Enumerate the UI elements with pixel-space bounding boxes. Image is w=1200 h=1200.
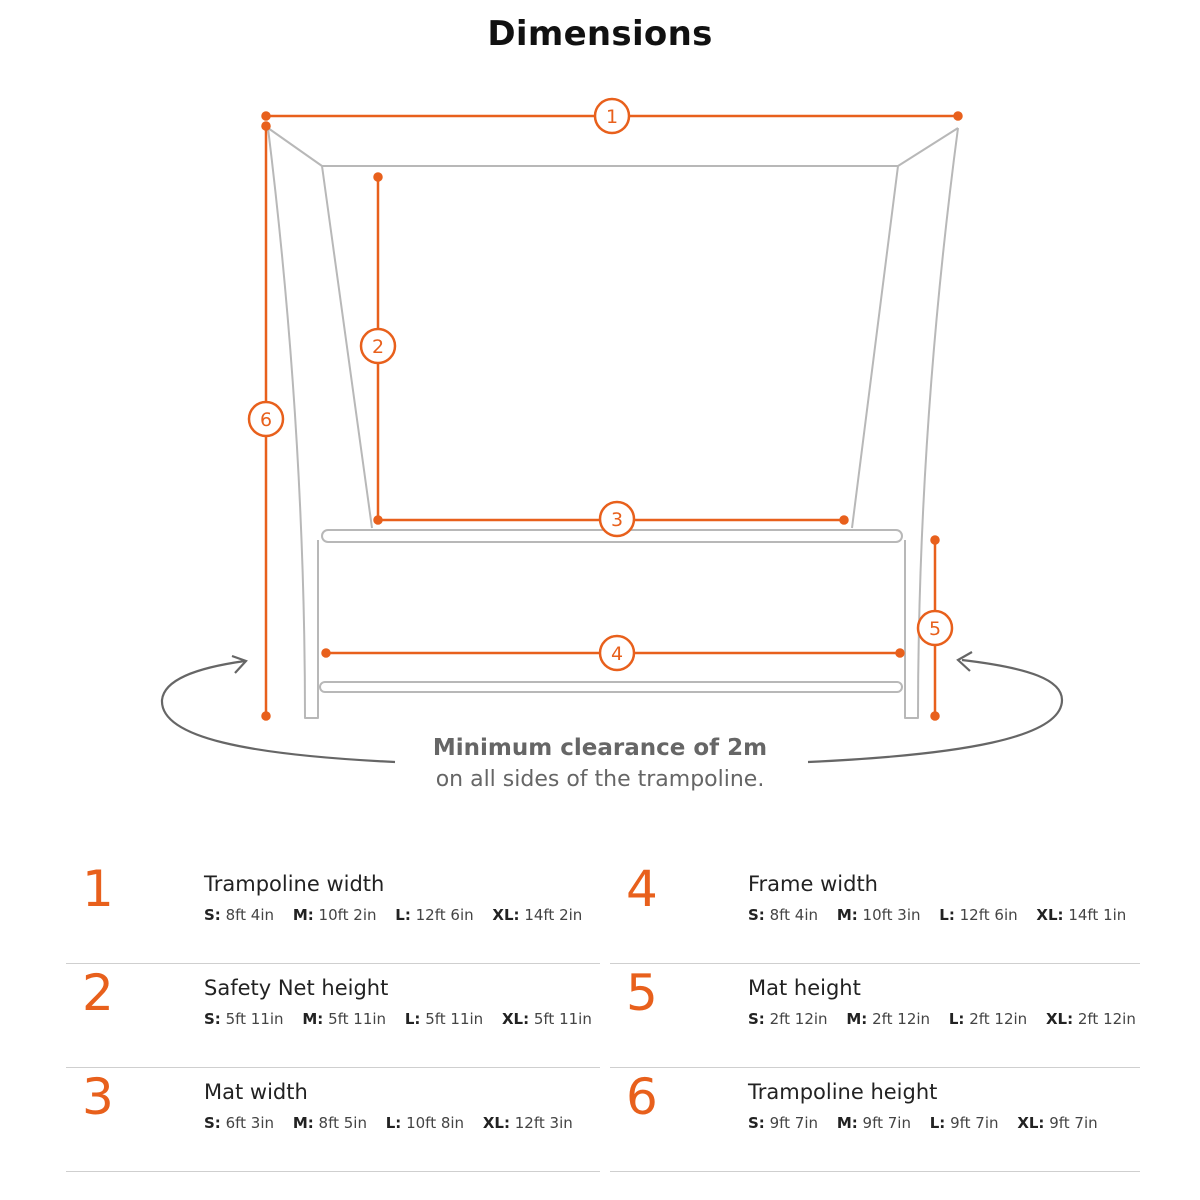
spec-number: 4 <box>626 860 658 918</box>
spec-sizes: S: 2ft 12in M: 2ft 12in L: 2ft 12in XL: 2ft 12in <box>748 1010 1136 1028</box>
enclosure-net-right-side <box>852 128 958 528</box>
callout-badges <box>249 99 952 670</box>
enclosure-net-left-side <box>268 128 372 528</box>
svg-text:6: 6 <box>259 409 273 431</box>
spec-number: 2 <box>82 964 114 1022</box>
spec-item-1 <box>66 860 600 964</box>
svg-text:3: 3 <box>610 509 624 531</box>
callout-badge-4 <box>600 636 634 670</box>
spec-name: Safety Net height <box>204 976 389 1000</box>
spec-sizes: S: 5ft 11in M: 5ft 11in L: 5ft 11in XL: 5ft 11in <box>204 1010 592 1028</box>
dimension-lines <box>263 113 962 720</box>
spec-name: Mat width <box>204 1080 308 1104</box>
spec-sizes: S: 8ft 4in M: 10ft 3in L: 12ft 6in XL: 14ft 1in <box>748 906 1127 924</box>
frame-bottom-rail <box>320 682 902 692</box>
callout-badge-2 <box>361 329 395 363</box>
spec-item-5 <box>610 964 1140 1068</box>
spec-item-2 <box>66 964 600 1068</box>
clearance-note-heading: Minimum clearance of 2m <box>432 735 768 761</box>
row-divider <box>66 1171 600 1172</box>
callout-badge-5 <box>918 611 952 645</box>
spec-name: Frame width <box>748 872 878 896</box>
callout-badge-1 <box>595 99 629 133</box>
spec-item-4 <box>610 860 1140 964</box>
trampoline-outline <box>268 128 958 718</box>
spec-item-6 <box>610 1068 1140 1172</box>
svg-text:5: 5 <box>928 618 942 640</box>
spec-number: 5 <box>626 964 658 1022</box>
spec-sizes: S: 6ft 3in M: 8ft 5in L: 10ft 8in XL: 12ft 3in <box>204 1114 573 1132</box>
callout-badge-6 <box>249 402 283 436</box>
spec-item-3 <box>66 1068 600 1172</box>
spec-number: 1 <box>82 860 114 918</box>
spec-name: Mat height <box>748 976 861 1000</box>
spec-name: Trampoline width <box>204 872 385 896</box>
callout-badge-3 <box>600 502 634 536</box>
svg-text:2: 2 <box>371 336 385 358</box>
clearance-note-detail: on all sides of the trampoline. <box>435 767 765 792</box>
clearance-note <box>350 735 850 792</box>
svg-text:4: 4 <box>610 643 624 665</box>
clearance-arrowhead-left <box>232 656 246 673</box>
row-divider <box>610 1171 1140 1172</box>
svg-text:1: 1 <box>605 106 619 128</box>
spec-sizes: S: 8ft 4in M: 10ft 2in L: 12ft 6in XL: 14ft 2in <box>204 906 583 924</box>
spec-number: 6 <box>626 1068 658 1126</box>
spec-name: Trampoline height <box>748 1080 938 1104</box>
spec-number: 3 <box>82 1068 114 1126</box>
spec-sizes: S: 9ft 7in M: 9ft 7in L: 9ft 7in XL: 9ft 7in <box>748 1114 1098 1132</box>
page-title: Dimensions <box>487 14 713 54</box>
